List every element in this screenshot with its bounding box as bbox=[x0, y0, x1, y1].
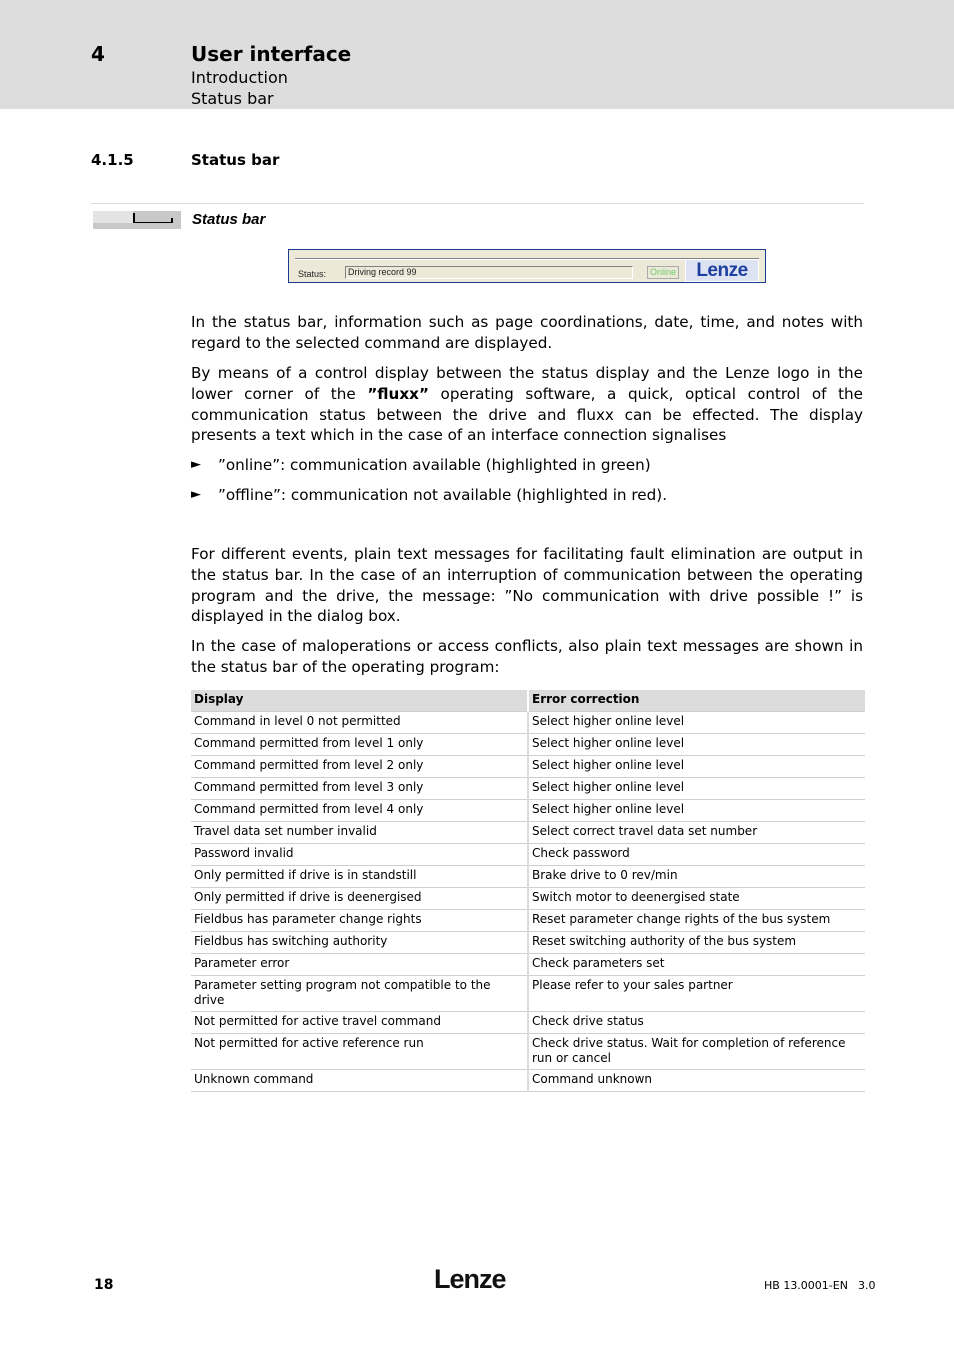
cell-display: Command permitted from level 1 only bbox=[191, 734, 528, 756]
cell-error-correction: Select correct travel data set number bbox=[528, 822, 865, 844]
cell-display: Unknown command bbox=[191, 1070, 528, 1092]
cell-display: Fieldbus has switching authority bbox=[191, 932, 528, 954]
section-title: Status bar bbox=[191, 151, 280, 169]
cell-error-correction: Select higher online level bbox=[528, 800, 865, 822]
column-header-error-correction: Error correction bbox=[528, 690, 865, 712]
cell-display: Parameter error bbox=[191, 954, 528, 976]
cell-error-correction: Select higher online level bbox=[528, 756, 865, 778]
table-row bbox=[191, 976, 865, 1012]
cell-display: Command in level 0 not permitted bbox=[191, 712, 528, 734]
cell-error-correction: Reset switching authority of the bus system bbox=[528, 932, 865, 954]
cell-display: Parameter setting program not compatible to the drive bbox=[191, 976, 528, 1012]
list-item-text: ”online”: communication available (highlighted in green) bbox=[218, 456, 651, 474]
status-bar-screenshot bbox=[288, 249, 766, 283]
bullet-arrow-icon: ► bbox=[191, 457, 201, 472]
cell-error-correction: Select higher online level bbox=[528, 734, 865, 756]
paragraph-events: For different events, plain text messages for facilitating fault elimination are output in the status bar. In the case of an interruption of communication between the operating program and the drive, the message: ”No communication with drive possible !” is displayed in the dialog box. bbox=[191, 545, 863, 626]
error-table bbox=[191, 690, 865, 1092]
cell-error-correction: Please refer to your sales partner bbox=[528, 976, 865, 1012]
table-row bbox=[191, 932, 865, 954]
page-number: 18 bbox=[94, 1277, 114, 1293]
table-row bbox=[191, 1012, 865, 1034]
cell-display: Fieldbus has parameter change rights bbox=[191, 910, 528, 932]
table-row bbox=[191, 888, 865, 910]
table-row bbox=[191, 954, 865, 976]
table-row bbox=[191, 822, 865, 844]
online-indicator: Online bbox=[647, 266, 679, 279]
cell-display: Travel data set number invalid bbox=[191, 822, 528, 844]
cell-error-correction: Switch motor to deenergised state bbox=[528, 888, 865, 910]
cell-error-correction: Select higher online level bbox=[528, 778, 865, 800]
cell-display: Only permitted if drive is in standstill bbox=[191, 866, 528, 888]
cell-error-correction: Brake drive to 0 rev/min bbox=[528, 866, 865, 888]
cell-display: Not permitted for active reference run bbox=[191, 1034, 528, 1070]
breadcrumb-introduction: Introduction bbox=[191, 68, 288, 87]
lenze-logo: Lenze bbox=[685, 259, 759, 282]
paragraph-maloperations: In the case of maloperations or access conflicts, also plain text messages are shown in the status bar of the operating program: bbox=[191, 637, 863, 676]
table-row bbox=[191, 1034, 865, 1070]
table-row bbox=[191, 778, 865, 800]
status-field: Driving record 99 bbox=[345, 266, 633, 279]
table-row bbox=[191, 866, 865, 888]
error-table-body bbox=[191, 712, 865, 1092]
breadcrumb-status-bar: Status bar bbox=[191, 89, 274, 108]
cell-error-correction: Command unknown bbox=[528, 1070, 865, 1092]
figure-caption: Status bar bbox=[192, 211, 266, 228]
document-reference: HB 13.0001-EN 3.0 bbox=[764, 1279, 876, 1292]
paragraph-intro: In the status bar, information such as page coordinations, date, time, and notes with regard to the selected command are displayed. bbox=[191, 313, 863, 352]
fluxx-name: ”fluxx” bbox=[367, 384, 429, 403]
table-row bbox=[191, 800, 865, 822]
table-row bbox=[191, 756, 865, 778]
footer-lenze-logo: Lenze bbox=[434, 1264, 506, 1294]
section-number: 4.1.5 bbox=[91, 151, 134, 169]
paragraph-control-display: By means of a control display between the status display and the Lenze logo in the lower corner of the ”fluxx” operating software, a quick, optical control of the communication status between the drive and fluxx can be effected. The display presents a text which in the case of an interface connection signalises bbox=[191, 364, 863, 445]
cell-display: Password invalid bbox=[191, 844, 528, 866]
cell-display: Command permitted from level 2 only bbox=[191, 756, 528, 778]
table-row bbox=[191, 734, 865, 756]
header-band bbox=[0, 0, 954, 109]
table-row bbox=[191, 712, 865, 734]
divider bbox=[91, 203, 864, 204]
cell-error-correction: Check parameters set bbox=[528, 954, 865, 976]
chapter-number: 4 bbox=[91, 42, 105, 66]
cell-display: Command permitted from level 4 only bbox=[191, 800, 528, 822]
table-row bbox=[191, 1070, 865, 1092]
cell-display: Command permitted from level 3 only bbox=[191, 778, 528, 800]
table-row bbox=[191, 910, 865, 932]
cell-error-correction: Check password bbox=[528, 844, 865, 866]
status-label: Status: bbox=[298, 269, 327, 279]
bullet-arrow-icon: ► bbox=[191, 487, 201, 502]
table-row bbox=[191, 844, 865, 866]
cell-error-correction: Check drive status bbox=[528, 1012, 865, 1034]
column-header-display: Display bbox=[191, 690, 528, 712]
cell-display: Not permitted for active travel command bbox=[191, 1012, 528, 1034]
cell-display: Only permitted if drive is deenergised bbox=[191, 888, 528, 910]
cell-error-correction: Check drive status. Wait for completion of reference run or cancel bbox=[528, 1034, 865, 1070]
cell-error-correction: Select higher online level bbox=[528, 712, 865, 734]
cell-error-correction: Reset parameter change rights of the bus system bbox=[528, 910, 865, 932]
chapter-title: User interface bbox=[191, 42, 352, 66]
figure-marker-icon bbox=[93, 211, 181, 229]
list-item-text: ”offline”: communication not available (highlighted in red). bbox=[218, 486, 668, 504]
